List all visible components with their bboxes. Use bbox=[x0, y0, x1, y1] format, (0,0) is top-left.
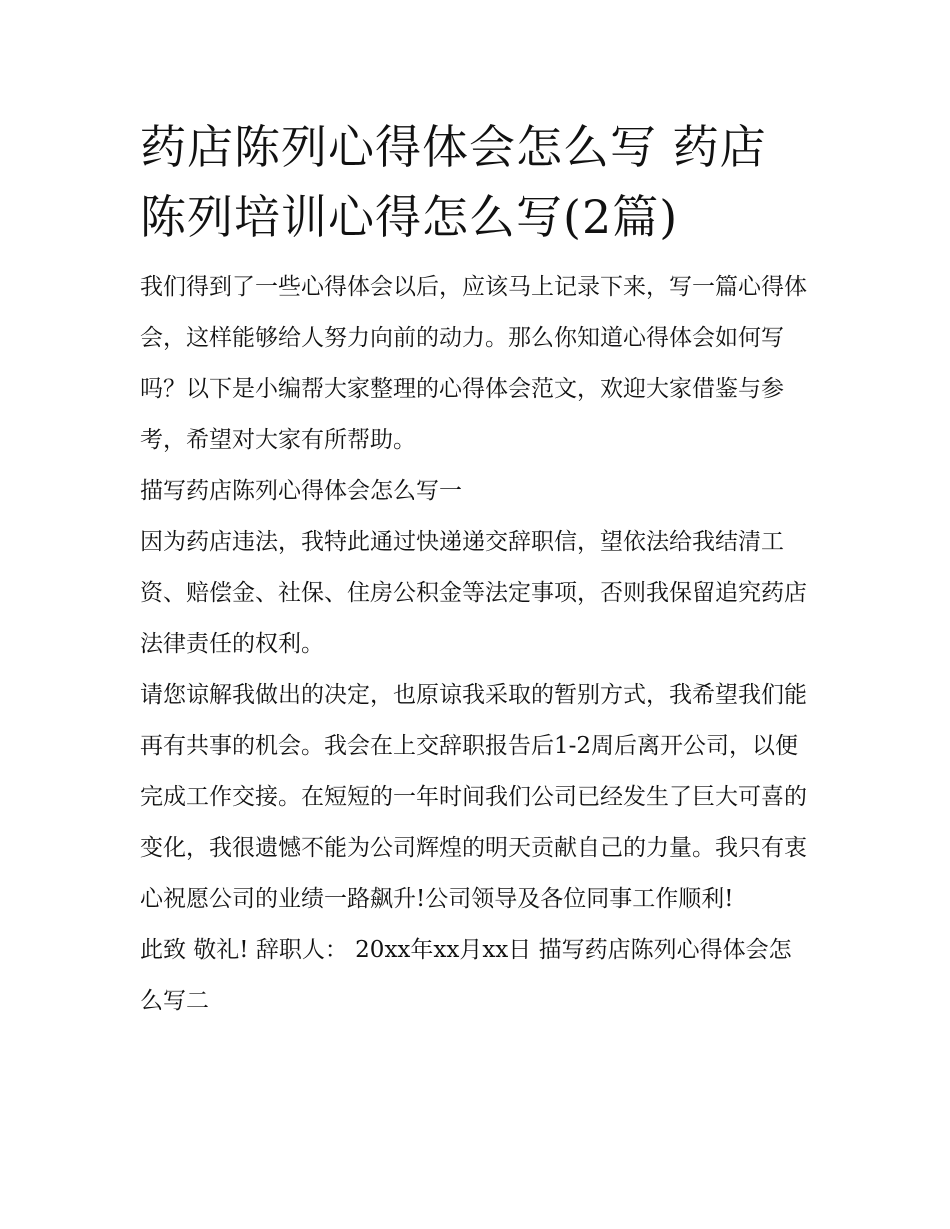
document-body bbox=[140, 112, 812, 1027]
resignation-reason-paragraph: 因为药店违法，我特此通过快递递交辞职信，望依法给我结清工资、赔偿金、社保、住房公积金等法定事项，否则我保留追究药店法律责任的权利。 bbox=[140, 529, 807, 657]
resignation-body-paragraph: 请您谅解我做出的决定，也原谅我采取的暂别方式，我希望我们能再有共事的机会。我会在上交辞职报告后1-2周后离开公司，以便完成工作交接。在短短的一年时间我们公司已经发生了巨大可喜的变化，我很遗憾不能为公司辉煌的明天贡献自己的力量。我只有衷心祝愿公司的业绩一路飙升!公司领导及各位同事工作顺利! bbox=[140, 682, 807, 912]
intro-paragraph: 我们得到了一些心得体会以后，应该马上记录下来，写一篇心得体会，这样能够给人努力向前的动力。那么你知道心得体会如何写吗？以下是小编帮大家整理的心得体会范文，欢迎大家借鉴与参考，希望对大家有所帮助。 bbox=[140, 274, 807, 453]
section-heading-one: 描写药店陈列心得体会怎么写一 bbox=[140, 478, 462, 504]
document-title: 药店陈列心得体会怎么写 药店陈列培训心得怎么写(2篇) bbox=[140, 120, 767, 244]
closing-paragraph: 此致 敬礼! 辞职人： 20xx年xx月xx日 描写药店陈列心得体会怎么写二 bbox=[140, 937, 792, 1014]
